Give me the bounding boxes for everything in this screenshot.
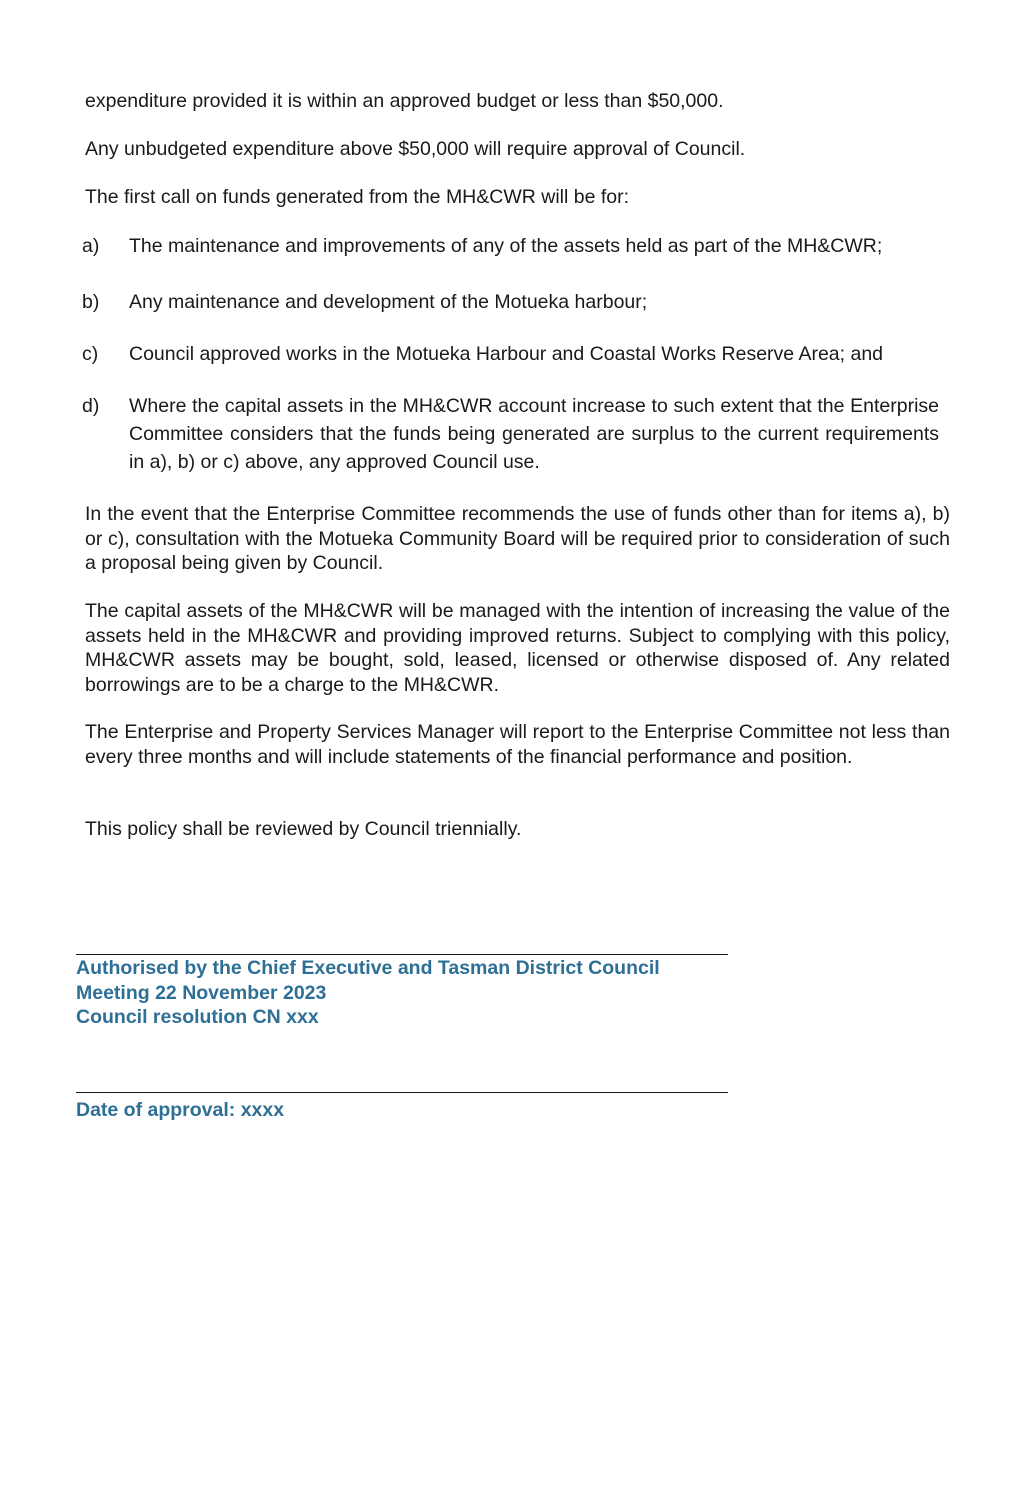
authorisation-line-1: Authorised by the Chief Executive and Tasman District Council xyxy=(76,957,660,979)
list-marker: c) xyxy=(82,343,99,365)
list-marker: a) xyxy=(82,235,100,257)
list-marker: b) xyxy=(82,291,100,313)
signature-line xyxy=(76,954,728,955)
authorisation-block xyxy=(76,956,660,1030)
paragraph-consultation: In the event that the Enterprise Committee recommends the use of funds other than for items a), b) or c), consultation with the Motueka Community Board will be required prior to consideration of such a proposal being given by Council. xyxy=(85,503,950,574)
authorisation-line-3: Council resolution CN xxx xyxy=(76,1006,319,1028)
list-marker: d) xyxy=(82,395,100,417)
paragraph-review: This policy shall be reviewed by Council triennially. xyxy=(85,818,522,840)
list-item-text: Any maintenance and development of the Motueka harbour; xyxy=(129,291,648,313)
date-of-approval: Date of approval: xxxx xyxy=(76,1099,285,1121)
paragraph-capital-assets: The capital assets of the MH&CWR will be managed with the intention of increasing the value of the assets held in the MH&CWR and providing improved returns. Subject to complying with this policy, MH&CWR assets may be bought, sold, leased, licensed or otherwise disposed of. Any related borrowings are to be a charge to the MH&CWR. xyxy=(85,600,950,696)
paragraph-first-call-on-funds: The first call on funds generated from the MH&CWR will be for: xyxy=(85,186,630,208)
list-item-text: The maintenance and improvements of any of the assets held as part of the MH&CWR; xyxy=(129,235,883,257)
paragraph-expenditure-limit: expenditure provided it is within an approved budget or less than $50,000. xyxy=(85,90,724,112)
list-item-text: Where the capital assets in the MH&CWR account increase to such extent that the Enterprise Committee considers that the funds being generated are surplus to the current requirements in a), b) or c) above, any approved Council use. xyxy=(129,395,939,473)
paragraph-unbudgeted-expenditure: Any unbudgeted expenditure above $50,000 will require approval of Council. xyxy=(85,138,746,160)
paragraph-reporting: The Enterprise and Property Services Manager will report to the Enterprise Committee not less than every three months and will include statements of the financial performance and position. xyxy=(85,721,950,768)
date-signature-line xyxy=(76,1092,728,1093)
authorisation-line-2: Meeting 22 November 2023 xyxy=(76,981,327,1004)
list-item-text: Council approved works in the Motueka Harbour and Coastal Works Reserve Area; and xyxy=(129,343,884,365)
